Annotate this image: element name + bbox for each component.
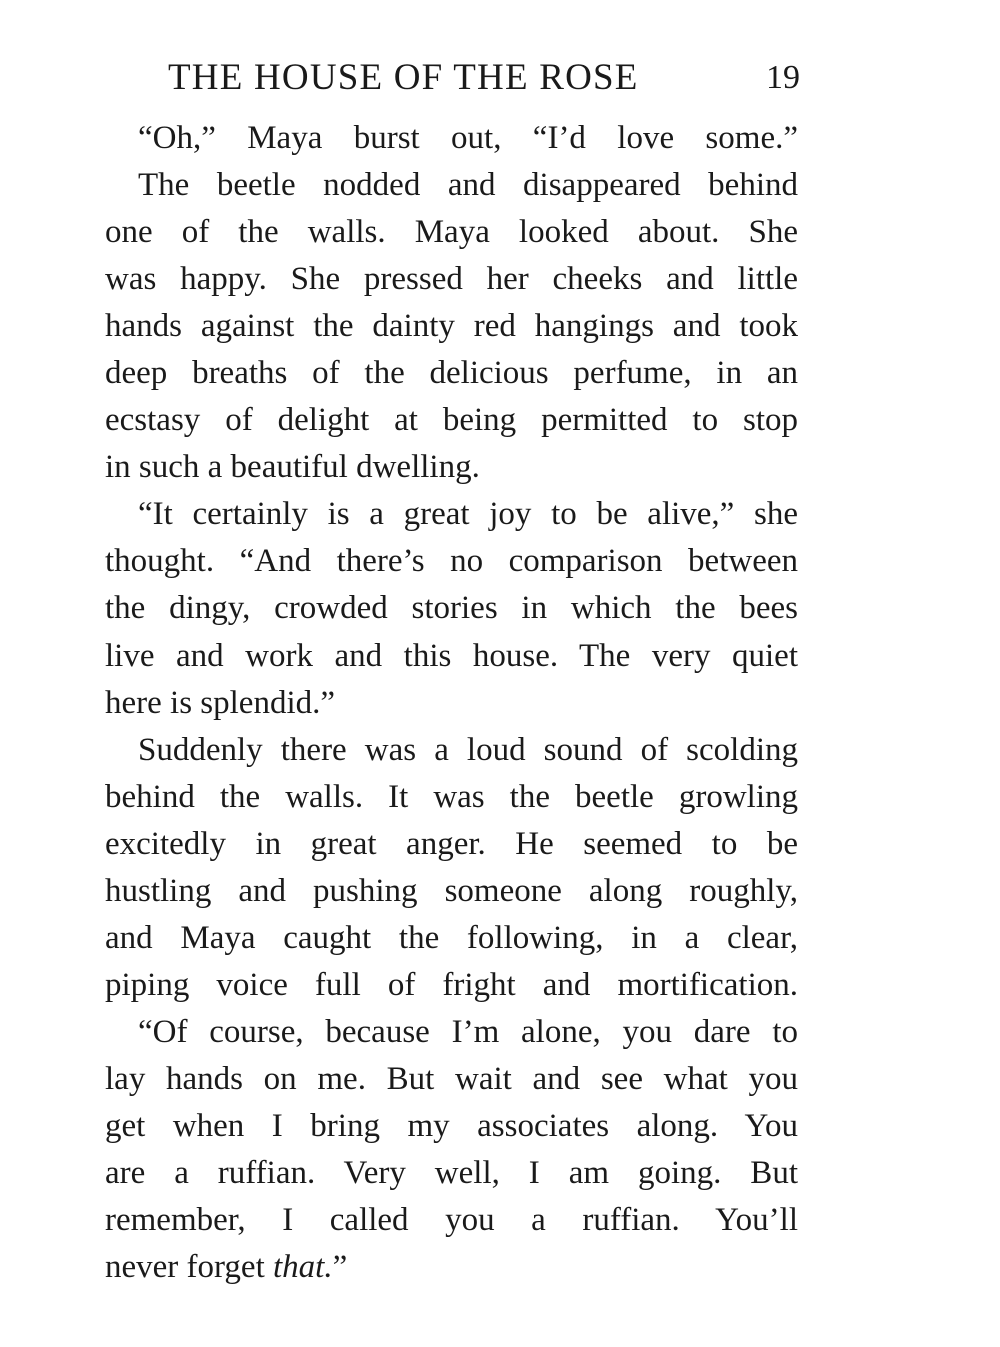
- closing-quote: ”: [332, 1249, 348, 1286]
- text-line-final: [105, 1244, 798, 1291]
- text-line: one of the walls. Maya looked about. She: [105, 214, 798, 251]
- text-line: excitedly in great anger. He seemed to be: [105, 825, 798, 862]
- text-line: get when I bring my associates along. You: [105, 1107, 798, 1144]
- text-line: behind the walls. It was the beetle growling: [105, 778, 798, 815]
- text-line: deep breaths of the delicious perfume, in an: [105, 355, 798, 392]
- italic-word: that.: [272, 1249, 333, 1286]
- text-line: lay hands on me. But wait and see what you: [105, 1060, 798, 1097]
- text-line: here is splendid.”: [105, 684, 336, 721]
- text-line: “It certainly is a great joy to be alive,” she: [138, 496, 798, 533]
- text-line: hands against the dainty red hangings and took: [105, 308, 798, 345]
- text-line: remember, I called you a ruffian. You’ll: [105, 1202, 798, 1239]
- text-line: live and work and this house. The very quiet: [105, 637, 798, 674]
- text-line: was happy. She pressed her cheeks and little: [105, 261, 798, 298]
- running-title: THE HOUSE OF THE ROSE: [168, 57, 639, 98]
- text-line-final-start: never forget: [105, 1249, 273, 1286]
- text-line: and Maya caught the following, in a clear,: [105, 919, 798, 956]
- text-line: “Of course, because I’m alone, you dare to: [138, 1013, 798, 1050]
- text-line: ecstasy of delight at being permitted to stop: [105, 402, 798, 439]
- text-line: the dingy, crowded stories in which the bees: [105, 590, 798, 627]
- text-line: “Oh,” Maya burst out, “I’d love some.”: [138, 120, 798, 156]
- text-line: Suddenly there was a loud sound of scolding: [138, 731, 798, 768]
- text-line: piping voice full of fright and mortification.: [105, 966, 798, 1003]
- page-number: 19: [766, 59, 800, 96]
- text-line: are a ruffian. Very well, I am going. But: [105, 1155, 798, 1192]
- text-line: thought. “And there’s no comparison between: [105, 543, 798, 580]
- text-line: The beetle nodded and disappeared behind: [138, 167, 798, 204]
- text-line: hustling and pushing someone along roughly,: [105, 872, 798, 909]
- text-line: in such a beautiful dwelling.: [105, 449, 480, 486]
- running-head: [168, 52, 800, 104]
- body-text: [105, 115, 798, 1291]
